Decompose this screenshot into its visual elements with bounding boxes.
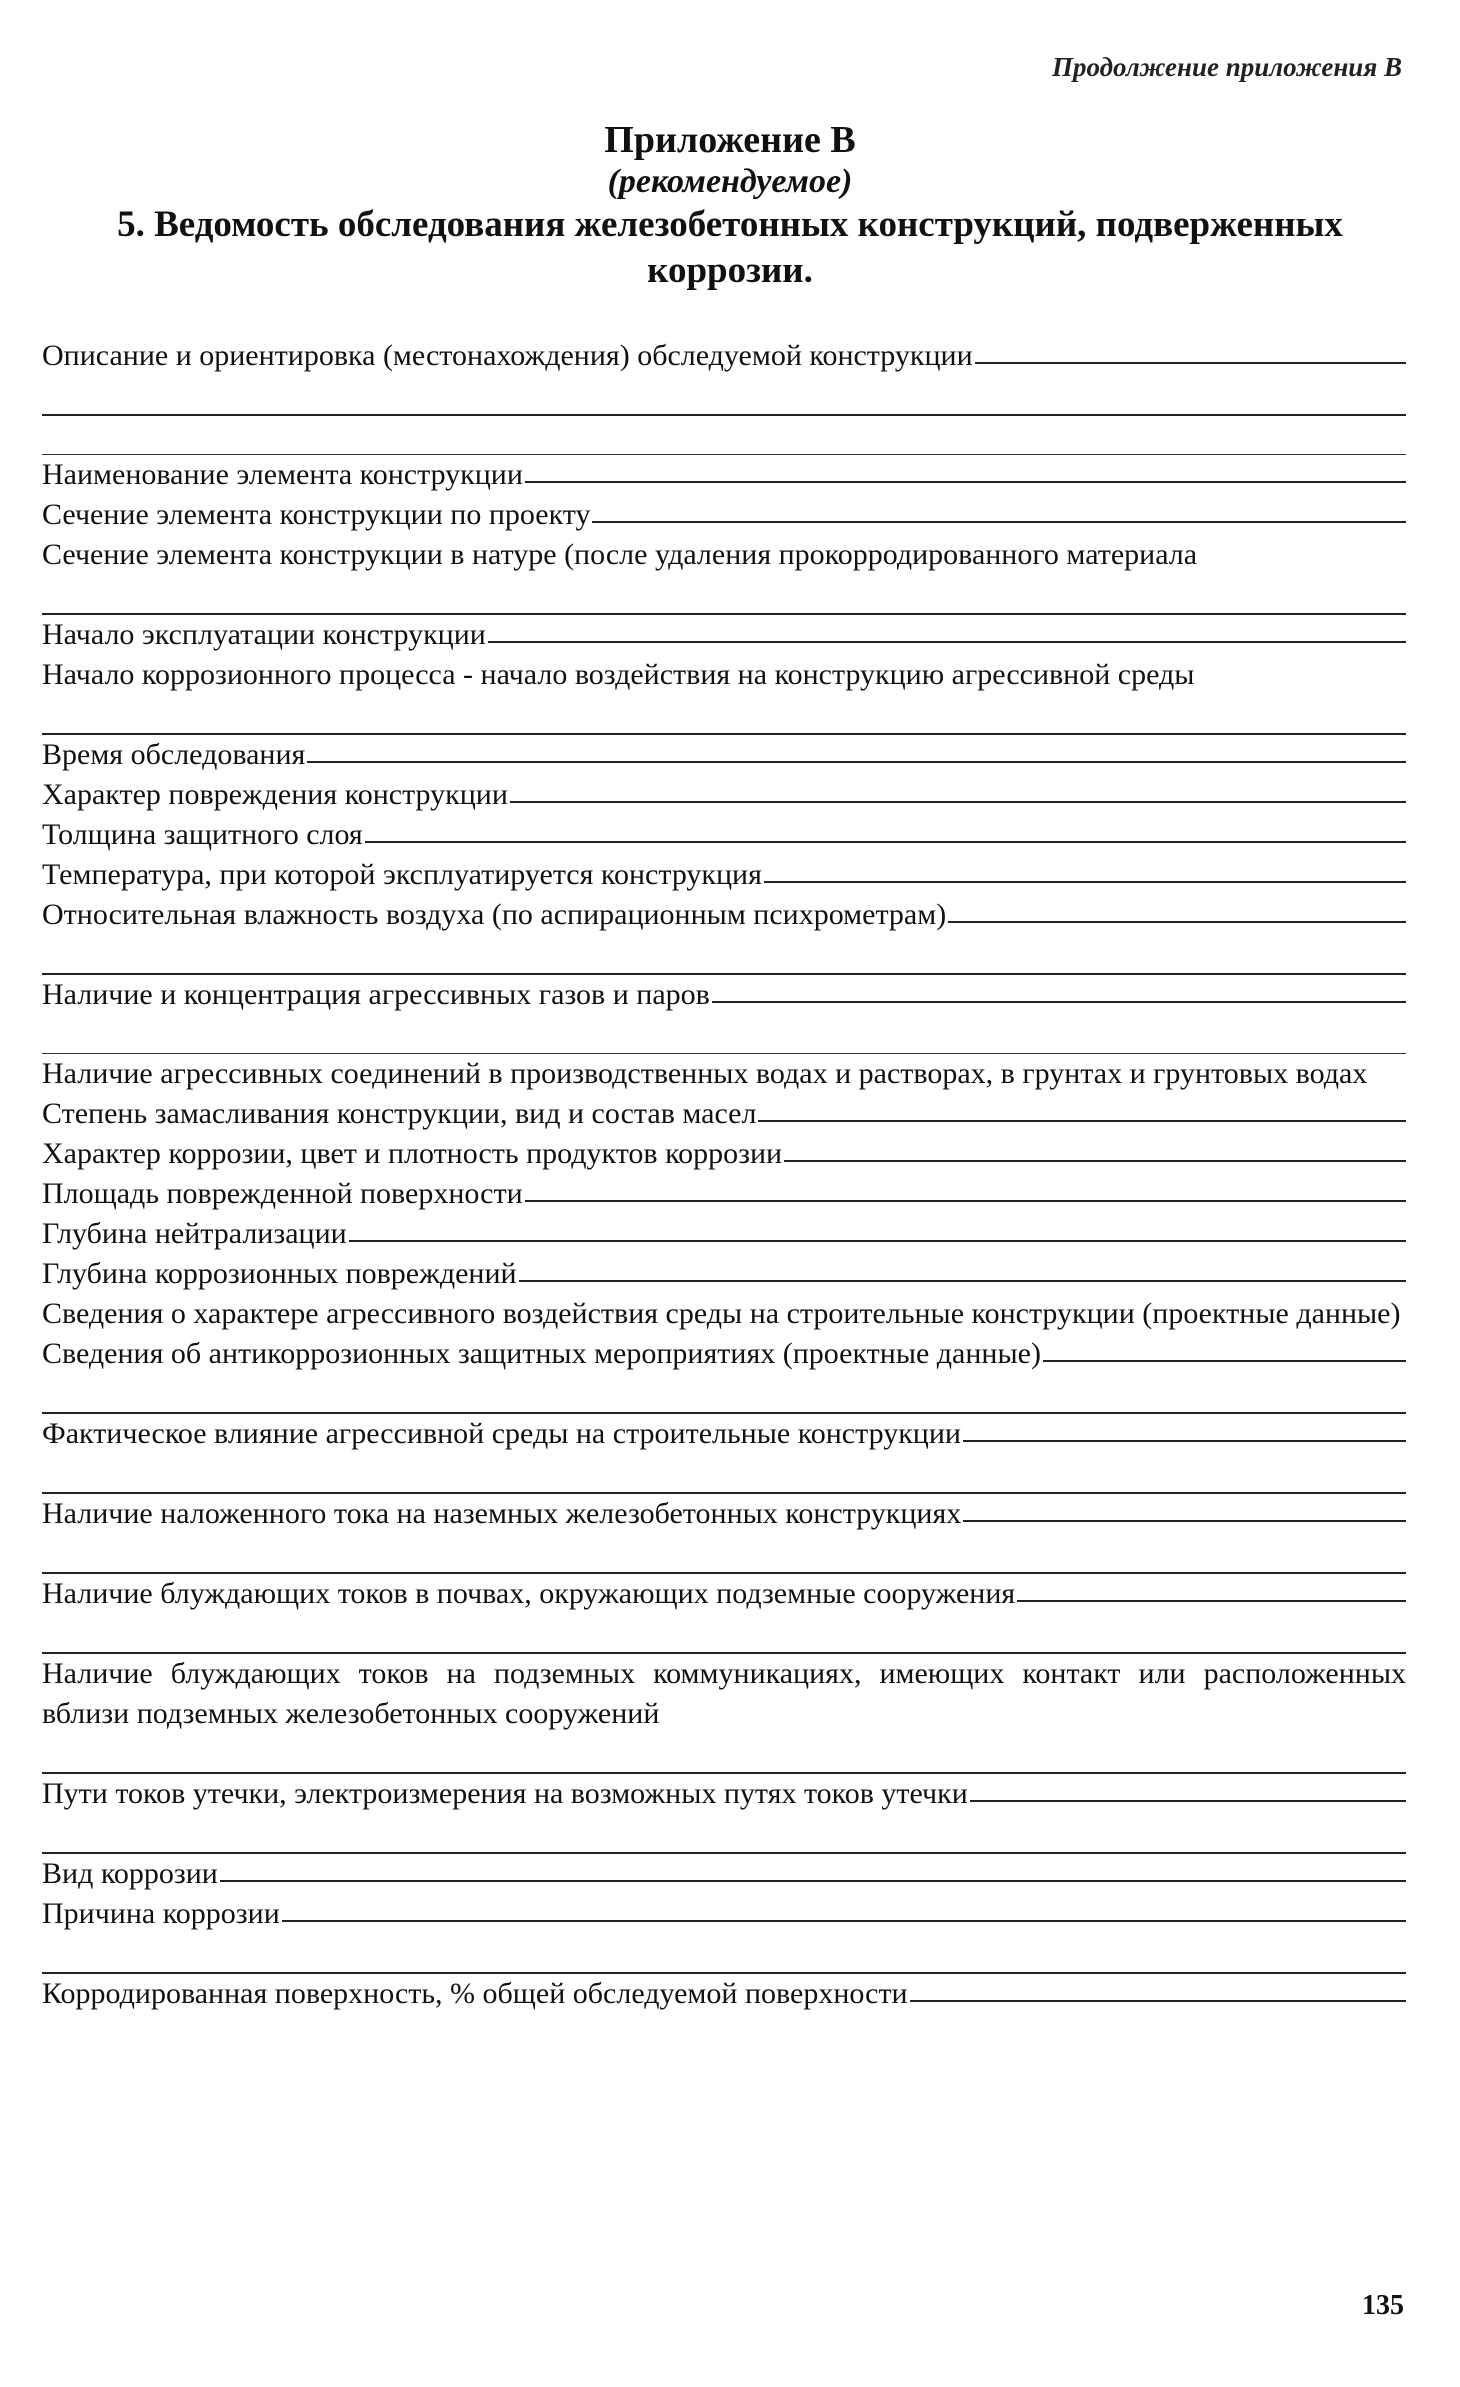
blank-line[interactable] <box>42 1534 1406 1574</box>
field-leakage-paths[interactable] <box>42 1774 1406 1814</box>
blank-line[interactable] <box>42 1374 1406 1414</box>
fill-line[interactable] <box>712 975 1406 1003</box>
field-label: Описание и ориентировка (местонахождения) обследуемой конструкции <box>42 339 973 372</box>
blank-line[interactable] <box>42 1814 1406 1854</box>
field-label: Начало эксплуатации конструкции <box>42 618 486 651</box>
field-label: Наличие блуждающих токов на подземных коммуникациях, имеющих контакт или расположенных вблизи подземных железобетонных сооружений <box>42 1657 1406 1730</box>
page-number: 135 <box>1362 2290 1404 2321</box>
field-label: Причина коррозии <box>42 1897 280 1930</box>
inspection-form <box>42 336 1406 2014</box>
fill-line[interactable] <box>349 1214 1406 1242</box>
blank-line[interactable] <box>42 935 1406 975</box>
fill-line[interactable] <box>764 855 1406 883</box>
field-humidity[interactable] <box>42 895 1406 935</box>
fill-line[interactable] <box>948 895 1406 923</box>
field-stray-soil[interactable] <box>42 1574 1406 1614</box>
field-corroded-surface[interactable] <box>42 1974 1406 2014</box>
field-actual-influence[interactable] <box>42 1414 1406 1454</box>
fill-line[interactable] <box>525 455 1406 483</box>
fill-line[interactable] <box>758 1094 1406 1122</box>
blank-line[interactable] <box>42 1015 1406 1054</box>
fill-line[interactable] <box>970 1774 1406 1802</box>
fill-line[interactable] <box>963 1494 1406 1522</box>
fill-line[interactable] <box>365 815 1406 843</box>
field-corrosion-type[interactable] <box>42 1854 1406 1894</box>
fill-line[interactable] <box>592 495 1406 523</box>
field-stray-utilities[interactable] <box>42 1654 1406 1734</box>
field-label: Относительная влажность воздуха (по аспирационным психрометрам) <box>42 898 947 931</box>
field-temperature[interactable] <box>42 855 1406 895</box>
field-operation-start[interactable] <box>42 615 1406 655</box>
field-label: Сечение элемента конструкции по проекту <box>42 498 591 531</box>
fill-line[interactable] <box>975 336 1406 364</box>
field-corrosion-cause[interactable] <box>42 1894 1406 1934</box>
title-block <box>40 118 1420 294</box>
fill-line[interactable] <box>784 1134 1406 1162</box>
field-label: Наличие агрессивных соединений в производственных водах и растворах, в грунтах и грунтовых водах <box>42 1057 1368 1090</box>
fill-line[interactable] <box>510 775 1406 803</box>
field-description[interactable] <box>42 336 1406 376</box>
fill-line[interactable] <box>519 1254 1406 1282</box>
fill-line[interactable] <box>1043 1334 1406 1362</box>
field-neutralization-depth[interactable] <box>42 1214 1406 1254</box>
fill-line[interactable] <box>910 1974 1406 2002</box>
fill-line[interactable] <box>963 1414 1406 1442</box>
fill-line[interactable] <box>525 1174 1406 1202</box>
field-damaged-area[interactable] <box>42 1174 1406 1214</box>
fill-line[interactable] <box>220 1854 1406 1882</box>
field-label: Наличие наложенного тока на наземных железобетонных конструкциях <box>42 1497 962 1530</box>
field-label: Наличие и концентрация агрессивных газов и паров <box>42 978 710 1011</box>
fill-line[interactable] <box>307 735 1406 763</box>
field-element-name[interactable] <box>42 455 1406 495</box>
field-gases[interactable] <box>42 975 1406 1015</box>
blank-line[interactable] <box>42 1454 1406 1494</box>
field-label: Вид коррозии <box>42 1857 218 1890</box>
field-label: Глубина коррозионных повреждений <box>42 1257 517 1290</box>
appendix-note: (рекомендуемое) <box>607 163 853 200</box>
field-section-actual[interactable] <box>42 535 1406 575</box>
blank-line[interactable] <box>42 1734 1406 1774</box>
field-label: Характер повреждения конструкции <box>42 778 508 811</box>
blank-line[interactable] <box>42 1934 1406 1974</box>
field-damage-depth[interactable] <box>42 1254 1406 1294</box>
field-oiling[interactable] <box>42 1094 1406 1134</box>
field-corrosion-start[interactable] <box>42 655 1406 695</box>
field-inspection-time[interactable] <box>42 735 1406 775</box>
fill-line[interactable] <box>488 615 1406 643</box>
field-label: Фактическое влияние агрессивной среды на строительные конструкции <box>42 1417 961 1450</box>
field-label: Характер коррозии, цвет и плотность продуктов коррозии <box>42 1137 783 1170</box>
field-section-design[interactable] <box>42 495 1406 535</box>
field-label: Пути токов утечки, электроизмерения на возможных путях токов утечки <box>42 1777 968 1810</box>
field-label: Наличие блуждающих токов в почвах, окружающих подземные сооружения <box>42 1577 1016 1610</box>
blank-line[interactable] <box>42 416 1406 455</box>
field-label: Температура, при которой эксплуатируется конструкция <box>42 858 762 891</box>
fill-line[interactable] <box>282 1894 1406 1922</box>
field-imposed-current[interactable] <box>42 1494 1406 1534</box>
field-cover-thickness[interactable] <box>42 815 1406 855</box>
field-label: Время обследования <box>42 738 306 771</box>
fill-line[interactable] <box>1017 1574 1406 1602</box>
blank-line[interactable] <box>42 376 1406 416</box>
field-label: Площадь поврежденной поверхности <box>42 1177 523 1210</box>
field-label: Наименование элемента конструкции <box>42 458 523 491</box>
field-damage-character[interactable] <box>42 775 1406 815</box>
field-label: Корродированная поверхность, % общей обследуемой поверхности <box>42 1977 908 2010</box>
document-title: 5. Ведомость обследования железобетонных конструкций, подверженных коррозии. <box>117 204 1343 291</box>
field-protection-info[interactable] <box>42 1334 1406 1374</box>
field-label: Сведения о характере агрессивного воздействия среды на строительные конструкции (проектные данные) <box>42 1297 1401 1330</box>
blank-line[interactable] <box>42 1614 1406 1654</box>
field-label: Сведения об антикоррозионных защитных мероприятиях (проектные данные) <box>42 1337 1041 1370</box>
running-head: Продолжение приложения В <box>1051 52 1402 82</box>
blank-line[interactable] <box>42 695 1406 735</box>
field-label: Начало коррозионного процесса - начало воздействия на конструкцию агрессивной среды <box>42 658 1195 691</box>
field-corrosion-character[interactable] <box>42 1134 1406 1174</box>
field-label: Степень замасливания конструкции, вид и состав масел <box>42 1097 757 1130</box>
field-aggressive-info[interactable] <box>42 1294 1406 1334</box>
field-label: Глубина нейтрализации <box>42 1217 347 1250</box>
field-label: Сечение элемента конструкции в натуре (после удаления прокорродированного материала <box>42 538 1198 571</box>
blank-line[interactable] <box>42 575 1406 615</box>
appendix-title: Приложение В <box>604 119 856 161</box>
field-compounds[interactable] <box>42 1054 1406 1094</box>
field-label: Толщина защитного слоя <box>42 818 363 851</box>
